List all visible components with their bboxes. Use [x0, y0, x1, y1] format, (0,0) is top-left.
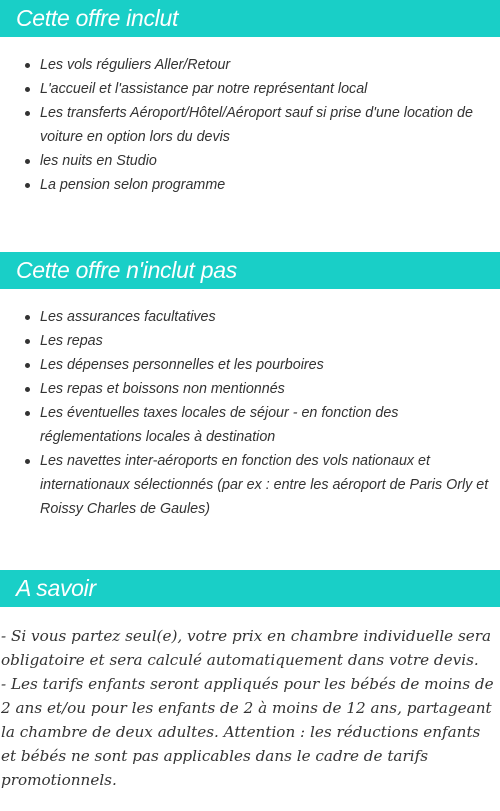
list-item: Les transferts Aéroport/Hôtel/Aéroport sauf si prise d'une location de voiture en option lors du devis: [40, 101, 492, 149]
not-included-header: [0, 252, 500, 289]
list-item: Les repas: [40, 329, 492, 353]
info-header: [0, 570, 500, 607]
list-item: Les vols réguliers Aller/Retour: [40, 53, 492, 77]
not-included-list: [0, 305, 500, 521]
info-text: [0, 624, 500, 792]
info-paragraph: - Si vous partez seul(e), votre prix en chambre individuelle sera obligatoire et sera calculé automatiquement dans votre devis.: [1, 627, 492, 669]
not-included-title: Cette offre n'inclut pas: [16, 257, 237, 283]
included-list: [0, 53, 500, 197]
list-item: Les éventuelles taxes locales de séjour - en fonction des réglementations locales à destination: [40, 401, 492, 449]
included-title: Cette offre inclut: [16, 5, 179, 31]
list-item: Les dépenses personnelles et les pourboires: [40, 353, 492, 377]
list-item: La pension selon programme: [40, 173, 492, 197]
list-item: Les assurances facultatives: [40, 305, 492, 329]
list-item: Les repas et boissons non mentionnés: [40, 377, 492, 401]
info-title: A savoir: [16, 575, 96, 601]
included-header: [0, 0, 500, 37]
info-paragraph: - Les tarifs enfants seront appliqués pour les bébés de moins de 2 ans et/ou pour les enfants de 2 à moins de 12 ans, partageant la chambre de deux adultes. Attention : les réductions enfants et bébés ne sont pas applicables dans le cadre de tarifs promotionnels.: [1, 675, 494, 789]
list-item: les nuits en Studio: [40, 149, 492, 173]
list-item: L'accueil et l'assistance par notre représentant local: [40, 77, 492, 101]
list-item: Les navettes inter-aéroports en fonction des vols nationaux et internationaux sélectionnés (par ex : entre les aéroport de Paris Orly et Roissy Charles de Gaules): [40, 449, 492, 521]
